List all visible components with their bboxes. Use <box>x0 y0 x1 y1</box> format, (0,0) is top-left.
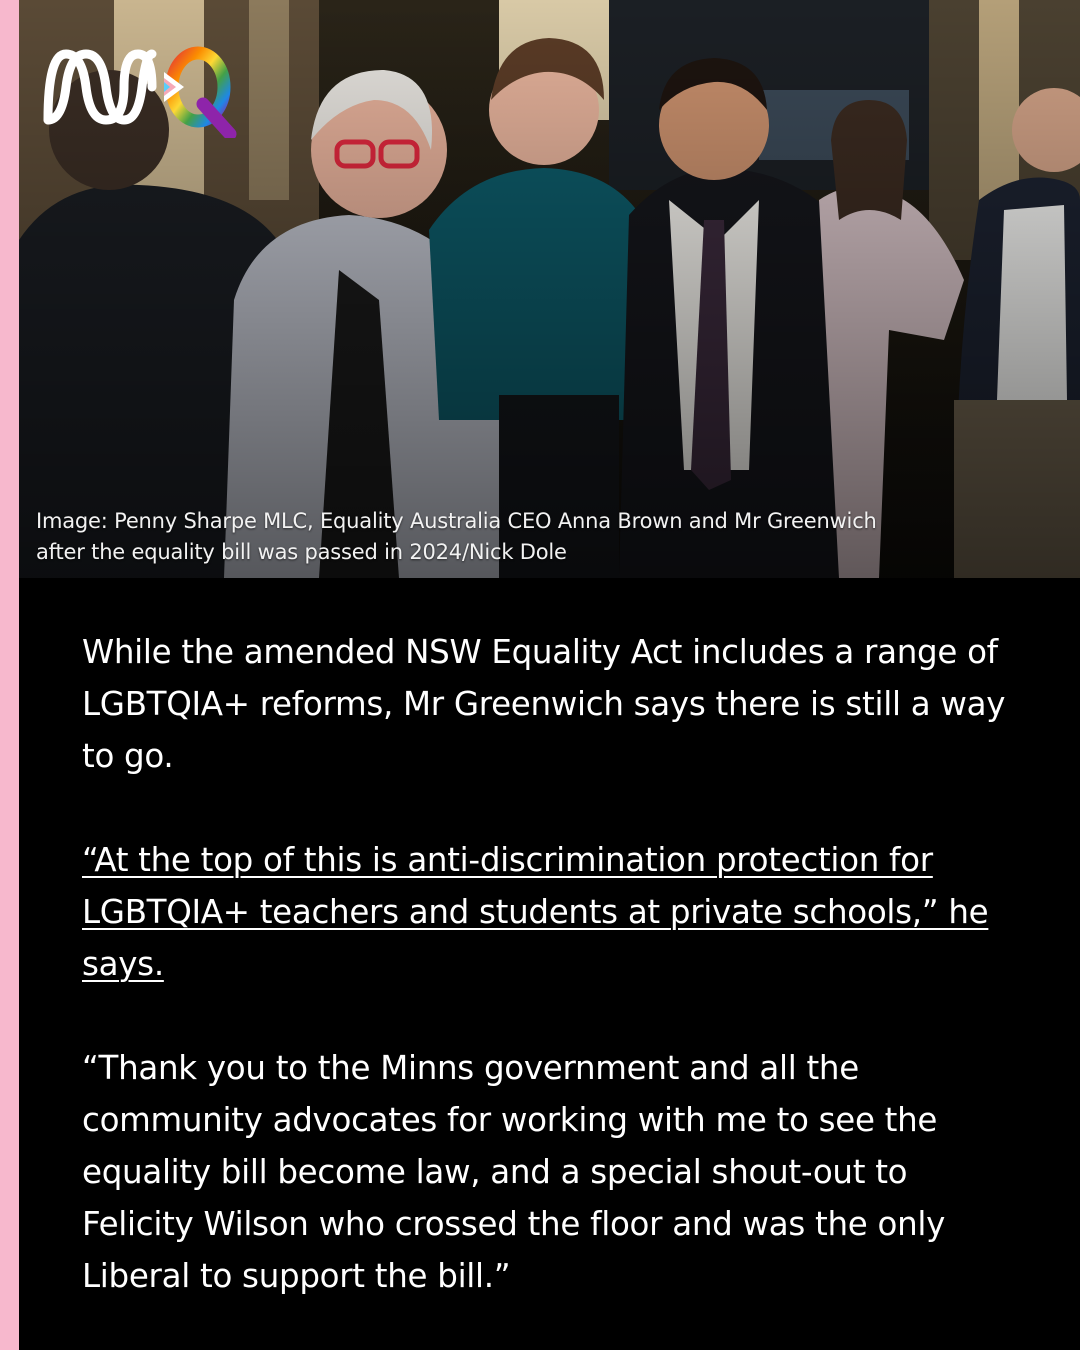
article-paragraph-3: “Thank you to the Minns government and all the community advocates for working with me to see the equality bill become law, and a special shout-out to Felicity Wilson who crossed the floor and was the only Liberal to support the bill.” <box>82 1049 946 1295</box>
photo-caption: Image: Penny Sharpe MLC, Equality Australia CEO Anna Brown and Mr Greenwich after the equality bill was passed in 2024/Nick Dole <box>36 509 877 564</box>
article-paragraph-1: While the amended NSW Equality Act includes a range of LGBTQIA+ reforms, Mr Greenwich says there is still a way to go. <box>82 633 1006 775</box>
article-body <box>82 626 1012 1350</box>
abc-q-logo <box>38 42 238 138</box>
pink-accent-stripe <box>0 0 19 1350</box>
abc-q-logo-icon <box>38 42 238 138</box>
quote-link[interactable]: “At the top of this is anti-discrimination protection for LGBTQIA+ teachers and students at private schools,” he says. <box>82 841 989 983</box>
